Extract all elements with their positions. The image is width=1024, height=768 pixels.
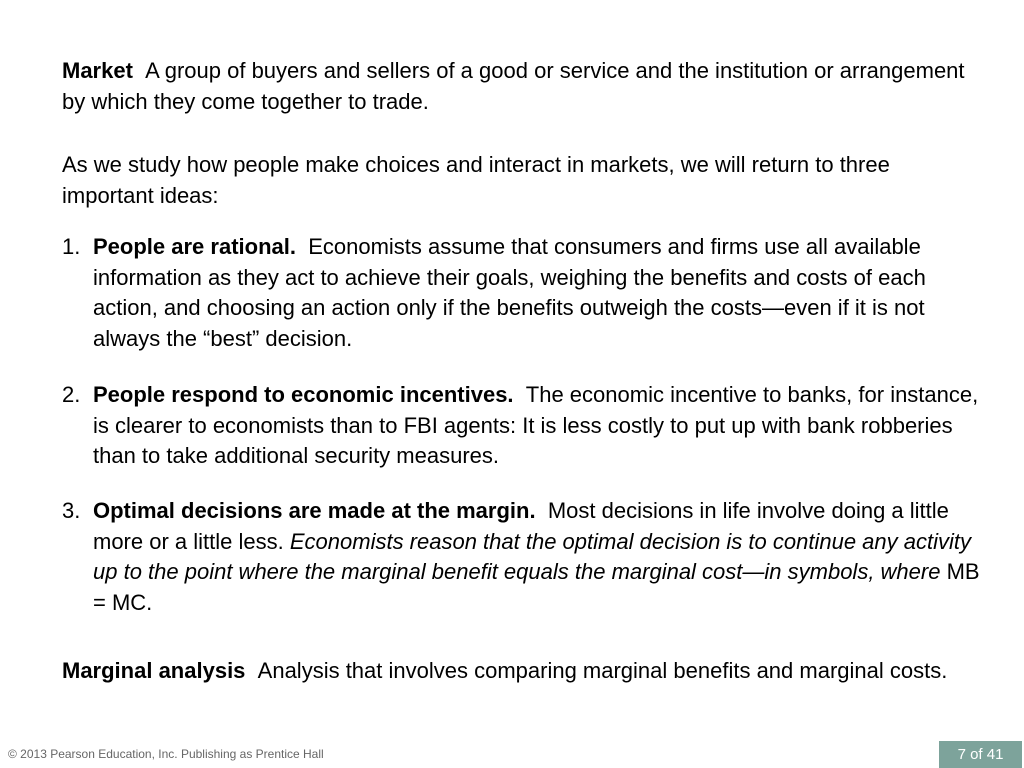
market-definition-text: A group of buyers and sellers of a good or service and the institution or arrangement by which they come together to trade. bbox=[62, 58, 965, 114]
list-number: 2. bbox=[62, 382, 81, 407]
market-term: Market bbox=[62, 58, 133, 83]
idea-heading: People respond to economic incentives. bbox=[93, 382, 514, 407]
page-number-badge: 7 of 41 bbox=[939, 741, 1022, 768]
idea-text: Economists assume that consumers and firms use all available information as they act to achieve their goals, weighing the benefits and costs of each action, and choosing an action only if the benefits outweigh the costs—even if it is not always the “best” decision. bbox=[93, 234, 926, 351]
idea-heading: Optimal decisions are made at the margin. bbox=[93, 498, 536, 523]
idea-heading: People are rational. bbox=[93, 234, 296, 259]
market-definition bbox=[62, 55, 982, 117]
list-number: 1. bbox=[62, 234, 81, 259]
list-item-idea-2 bbox=[62, 380, 992, 472]
marginal-analysis-term: Marginal analysis bbox=[62, 658, 246, 683]
list-item-idea-1 bbox=[62, 232, 992, 354]
formula: MB = MC. bbox=[93, 559, 980, 615]
list-number: 3. bbox=[62, 498, 81, 523]
marginal-analysis-text: Analysis that involves comparing marginal benefits and marginal costs. bbox=[257, 658, 948, 683]
idea-text: The economic incentive to banks, for instance, is clearer to economists than to FBI agents: It is less costly to put up with bank robberies than to take additional security measures. bbox=[93, 382, 979, 468]
copyright-footer: © 2013 Pearson Education, Inc. Publishing as Prentice Hall bbox=[8, 747, 324, 761]
marginal-analysis-definition bbox=[62, 655, 962, 686]
list-item-idea-3 bbox=[62, 496, 992, 618]
idea-italic-text: Economists reason that the optimal decision is to continue any activity up to the point where the marginal benefit equals the marginal cost—in symbols, where bbox=[93, 528, 971, 584]
intro-paragraph: As we study how people make choices and interact in markets, we will return to three important ideas: bbox=[62, 152, 890, 208]
idea-text: Most decisions in life involve doing a little more or a little less. bbox=[93, 498, 949, 554]
